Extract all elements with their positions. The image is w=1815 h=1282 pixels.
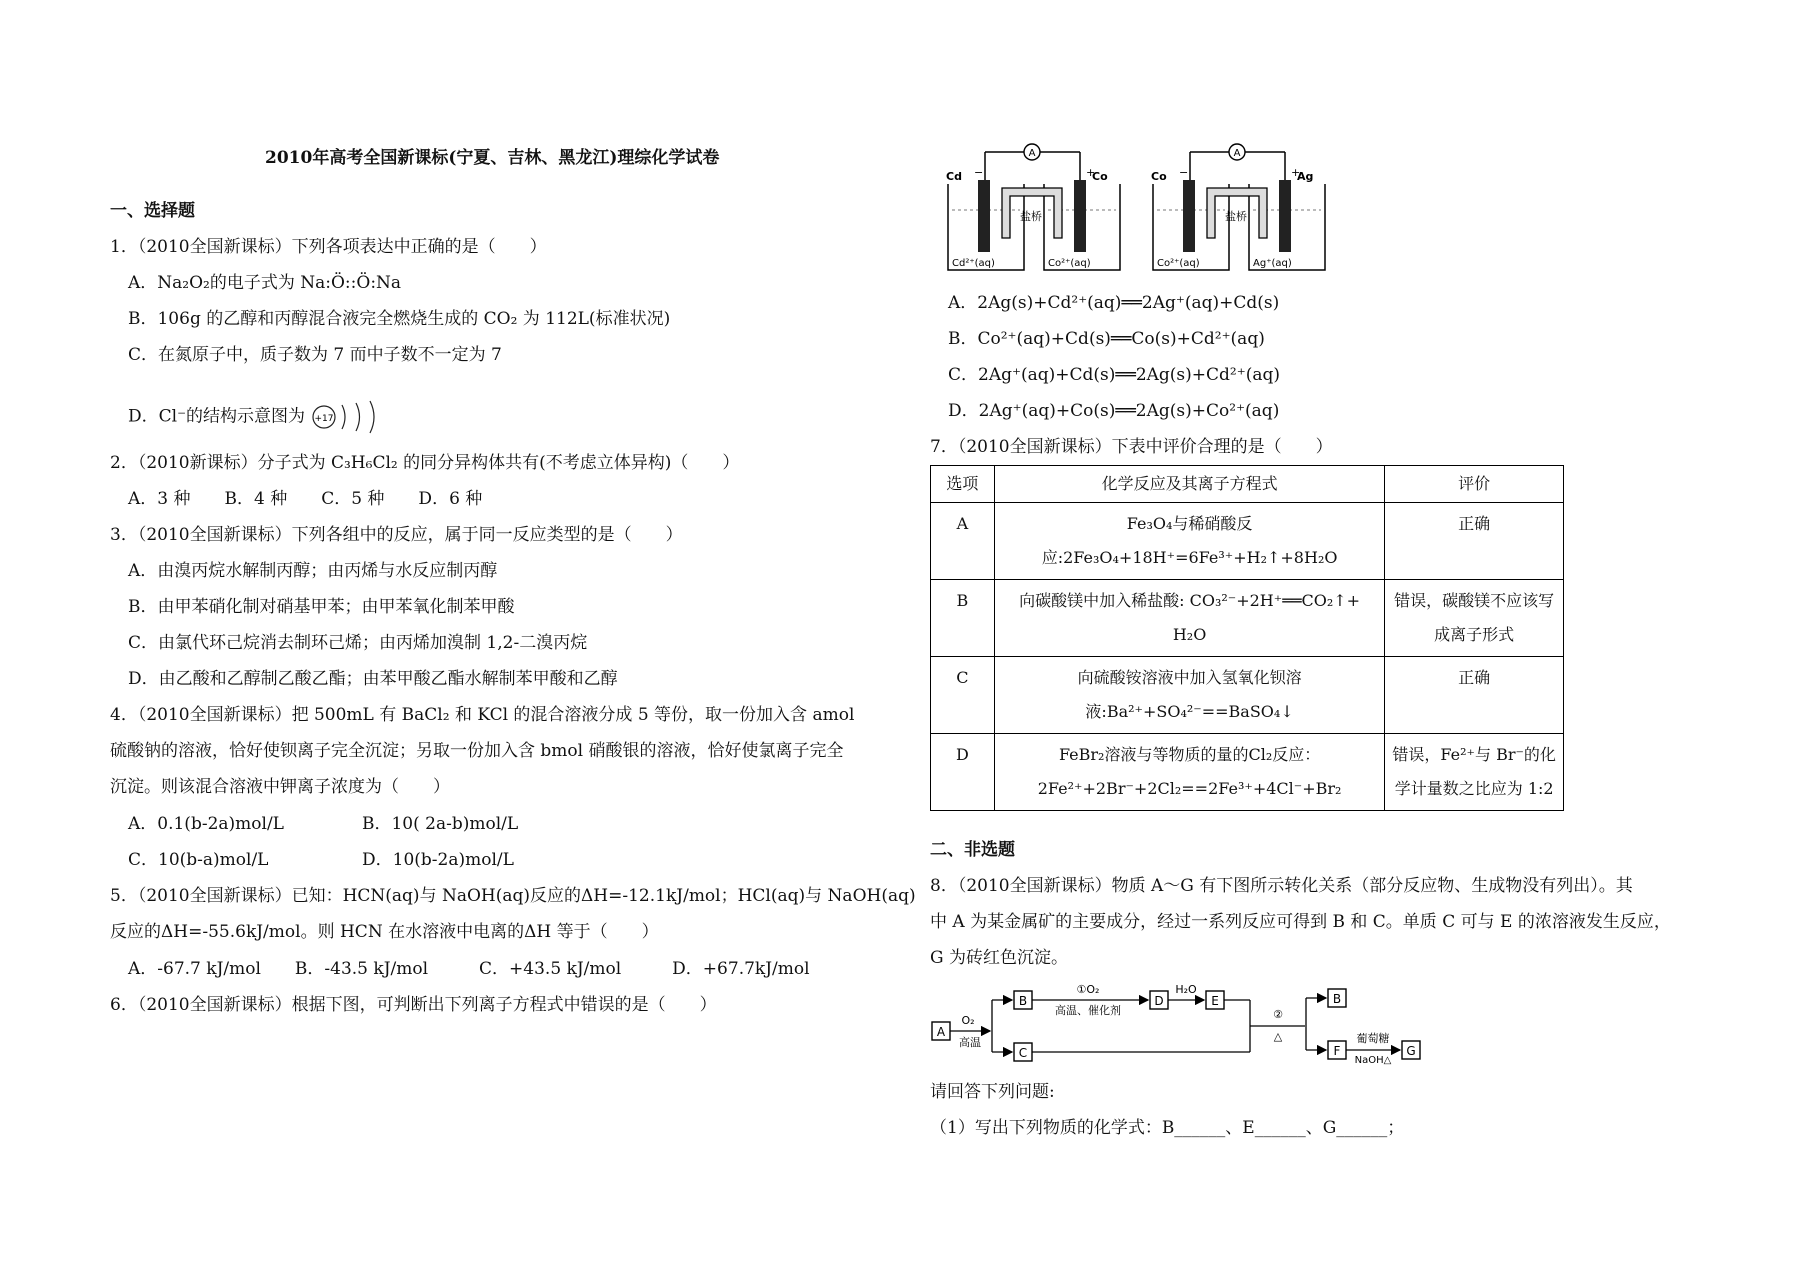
cell2-salt-bridge-label: 盐桥 [1225, 210, 1247, 223]
q6-option-a: A．2Ag(s)+Cd²⁺(aq)══2Ag⁺(aq)+Cd(s) [948, 293, 1280, 313]
cell2-left-solution-label: Co²⁺(aq) [1157, 258, 1200, 269]
node-a: A [936, 1025, 946, 1039]
label-condition-1: 高温、催化剂 [1055, 1004, 1121, 1017]
q4-line-3: 沉淀。则该混合溶液中钾离子浓度为（ ） [110, 777, 450, 797]
cell1-salt-bridge-label: 盐桥 [1020, 210, 1042, 223]
cell1-left-solution-label: Cd²⁺(aq) [952, 258, 995, 269]
evaluation-table [930, 465, 1564, 811]
table-header-cell: 选项 [931, 466, 995, 503]
table-cell-option: A [931, 503, 995, 580]
q6-option-d: D．2Ag⁺(aq)+Co(s)══2Ag(s)+Co²⁺(aq) [948, 401, 1280, 421]
table-row [931, 503, 1564, 580]
q6-option-b: B．Co²⁺(aq)+Cd(s)══Co(s)+Cd²⁺(aq) [948, 329, 1265, 349]
q3-option-c: C．由氯代环己烷消去制环己烯；由丙烯加溴制 1,2-二溴丙烷 [128, 633, 588, 653]
label-high-temp: 高温 [959, 1036, 981, 1049]
chloride-ion-structure-diagram [310, 397, 396, 437]
q6-stem: 6．（2010全国新课标）根据下图，可判断出下列离子方程式中错误的是（ ） [110, 995, 717, 1015]
label-naoh-heat: NaOH△ [1354, 1055, 1392, 1065]
table-cell-equation: 向硫酸铵溶液中加入氢氧化钡溶液:Ba²⁺+SO₄²⁻==BaSO₄↓ [994, 657, 1385, 734]
cell-1 [946, 144, 1120, 270]
q1-option-d [128, 397, 396, 437]
node-b-2: B [1332, 992, 1342, 1006]
table-cell-equation: 向碳酸镁中加入稀盐酸: CO₃²⁻+2H⁺══CO₂↑+ H₂O [994, 580, 1385, 657]
table-cell-evaluation: 正确 [1385, 503, 1564, 580]
q1-stem: 1．（2010全国新课标）下列各项表达中正确的是（ ） [110, 237, 547, 257]
cell1-left-electrode-label: Cd [946, 170, 962, 183]
table-cell-option: D [931, 734, 995, 811]
q3-stem: 3．（2010全国新课标）下列各组中的反应，属于同一反应类型的是（ ） [110, 525, 683, 545]
cell1-minus-sign: − [974, 166, 984, 179]
q8-line-3: G 为砖红色沉淀。 [930, 948, 1068, 968]
table-cell-equation: Fe₃O₄与稀硝酸反应:2Fe₃O₄+18H⁺=6Fe³⁺+H₂↑+8H₂O [994, 503, 1385, 580]
q8-ask: 请回答下列问题: [930, 1082, 1055, 1102]
q8-line-2: 中 A 为某金属矿的主要成分，经过一系列反应可得到 B 和 C。单质 C 可与 E 的浓溶液发生反应， [930, 912, 1671, 932]
q5-options: A．-67.7 kJ/mol B．-43.5 kJ/mol C．+43.5 kJ/mol D．+67.7kJ/mol [128, 959, 810, 979]
ammeter-label: A [1028, 148, 1036, 159]
table-header-cell: 评价 [1385, 466, 1564, 503]
node-b: B [1018, 994, 1028, 1008]
table-header-row [931, 466, 1564, 503]
table-cell-evaluation: 错误，碳酸镁不应该写成离子形式 [1385, 580, 1564, 657]
q8-line-1: 8．（2010全国新课标）物质 A～G 有下图所示转化关系（部分反应物、生成物没有列出）。其 [930, 876, 1633, 896]
ammeter-label: A [1233, 148, 1241, 159]
table-row [931, 657, 1564, 734]
q3-option-a: A．由溴丙烷水解制丙醇；由丙烯与水反应制丙醇 [128, 561, 498, 581]
cell2-left-electrode-label: Co [1151, 170, 1167, 183]
table-cell-equation: FeBr₂溶液与等物质的量的Cl₂反应：2Fe²⁺+2Br⁻+2Cl₂==2Fe³⁺+4Cl⁻+Br₂ [994, 734, 1385, 811]
node-d: D [1154, 994, 1164, 1008]
table-cell-option: B [931, 580, 995, 657]
table-cell-evaluation: 错误，Fe²⁺与 Br⁻的化学计量数之比应为 1:2 [1385, 734, 1564, 811]
q1-option-a: A．Na₂O₂的电子式为 Na:Ö::Ö:Na [128, 273, 402, 293]
cell-2 [1151, 144, 1325, 270]
node-e: E [1211, 994, 1219, 1008]
q4-option-a: A．0.1(b-2a)mol/L [128, 814, 284, 834]
q6-option-c: C．2Ag⁺(aq)+Cd(s)══2Ag(s)+Cd²⁺(aq) [948, 365, 1280, 385]
label-glucose: 葡萄糖 [1356, 1032, 1390, 1045]
q4-line-1: 4．（2010全国新课标）把 500mL 有 BaCl₂ 和 KCl 的混合溶液分成 5 等份，取一份加入含 amol [110, 705, 855, 725]
label-step-1: ①O₂ [1076, 983, 1100, 996]
q8-part-1: （1）写出下列物质的化学式：B______、E______、G______； [930, 1118, 1405, 1138]
table-header-cell: 化学反应及其离子方程式 [994, 466, 1385, 503]
table-cell-option: C [931, 657, 995, 734]
table-row [931, 734, 1564, 811]
cell1-right-electrode-label: Co [1092, 170, 1108, 183]
cell2-right-solution-label: Ag⁺(aq) [1253, 258, 1292, 269]
node-c: C [1018, 1046, 1028, 1060]
q3-option-d: D．由乙酸和乙醇制乙酸乙酯；由苯甲酸乙酯水解制苯甲酸和乙醇 [128, 669, 618, 689]
q4-option-c: C．10(b-a)mol/L [128, 850, 269, 870]
galvanic-cells-figure [940, 140, 1340, 280]
node-g: G [1406, 1044, 1416, 1058]
table-cell-evaluation: 正确 [1385, 657, 1564, 734]
cell2-plus-sign: + [1291, 166, 1301, 179]
page-title: 2010年高考全国新课标(宁夏、吉林、黑龙江)理综化学试卷 [265, 148, 720, 168]
q5-line-2: 反应的ΔH=-55.6kJ/mol。则 HCN 在水溶液中电离的ΔH 等于（ ） [110, 922, 659, 942]
cell2-right-electrode-label: Ag [1297, 170, 1314, 183]
cell1-right-solution-label: Co²⁺(aq) [1048, 258, 1091, 269]
table-row [931, 580, 1564, 657]
q2-stem: 2．（2010新课标）分子式为 C₃H₆Cl₂ 的同分异构体共有(不考虑立体异构)（ ） [110, 453, 740, 473]
cell2-minus-sign: − [1179, 166, 1189, 179]
node-f: F [1333, 1044, 1341, 1058]
label-o2: O₂ [961, 1014, 975, 1027]
section-heading-choice: 一、选择题 [110, 201, 195, 221]
q1-option-b: B．106g 的乙醇和丙醇混合液完全燃烧生成的 CO₂ 为 112L(标准状况) [128, 309, 671, 329]
q1-option-c: C．在氮原子中，质子数为 7 而中子数不一定为 7 [128, 345, 502, 365]
q7-stem: 7．（2010全国新课标）下表中评价合理的是（ ） [930, 437, 1333, 457]
q4-option-d: D．10(b-2a)mol/L [362, 850, 514, 870]
q4-line-2: 硫酸钠的溶液，恰好使钡离子完全沉淀；另取一份加入含 bmol 硝酸银的溶液，恰好使氯离子完全 [110, 741, 844, 761]
q3-option-b: B．由甲苯硝化制对硝基甲苯；由甲苯氧化制苯甲酸 [128, 597, 515, 617]
cell1-plus-sign: + [1086, 166, 1096, 179]
nucleus-charge-label: +17 [314, 414, 334, 424]
label-step-2: ② [1273, 1008, 1283, 1021]
q2-options: A．3 种 B．4 种 C．5 种 D．6 种 [128, 489, 483, 509]
label-h2o: H₂O [1175, 983, 1197, 996]
section-heading-nonchoice: 二、非选题 [930, 840, 1015, 860]
q5-line-1: 5．（2010全国新课标）已知：HCN(aq)与 NaOH(aq)反应的ΔH=-12.1kJ/mol；HCl(aq)与 NaOH(aq) [110, 886, 916, 906]
reaction-flow-diagram [930, 980, 1450, 1065]
q4-option-b: B．10( 2a-b)mol/L [362, 814, 519, 834]
label-heat: △ [1273, 1030, 1283, 1043]
q1-option-d-text: D．Cl⁻的结构示意图为 [128, 406, 306, 427]
